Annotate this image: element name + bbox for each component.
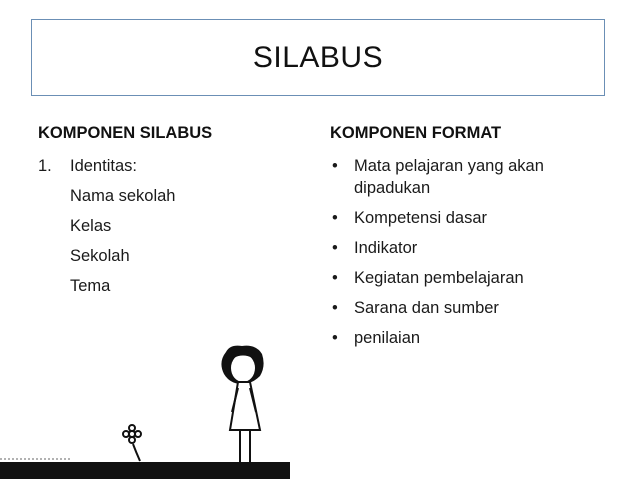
- subitem-tema: Tema: [70, 277, 111, 295]
- item-number: 1.: [38, 157, 52, 175]
- title-box: [31, 19, 605, 96]
- left-heading: KOMPONEN SILABUS: [38, 124, 213, 142]
- subitem-nama-sekolah: Nama sekolah: [70, 187, 176, 205]
- list-item: • Kegiatan pembelajaran: [332, 269, 524, 287]
- numbered-item: [38, 155, 288, 177]
- girl-and-flower-drawing-icon: [0, 340, 290, 479]
- right-column: [330, 124, 620, 357]
- subitem-sekolah: Sekolah: [70, 247, 130, 265]
- subitem-kelas: Kelas: [70, 217, 112, 235]
- list-item: • Mata pelajaran yang akan dipadukan: [332, 157, 544, 197]
- list-item: • Sarana dan sumber: [332, 299, 499, 317]
- slide-title: SILABUS: [252, 40, 384, 74]
- right-heading: KOMPONEN FORMAT: [330, 124, 502, 142]
- flower-icon: [123, 425, 141, 461]
- format-list: [330, 155, 620, 349]
- list-item: • Kompetensi dasar: [332, 209, 487, 227]
- item-label: Identitas:: [70, 157, 137, 175]
- list-item: • Indikator: [332, 239, 418, 257]
- left-column: [38, 124, 288, 297]
- girl-icon: [221, 346, 263, 462]
- list-item: • penilaian: [332, 329, 421, 347]
